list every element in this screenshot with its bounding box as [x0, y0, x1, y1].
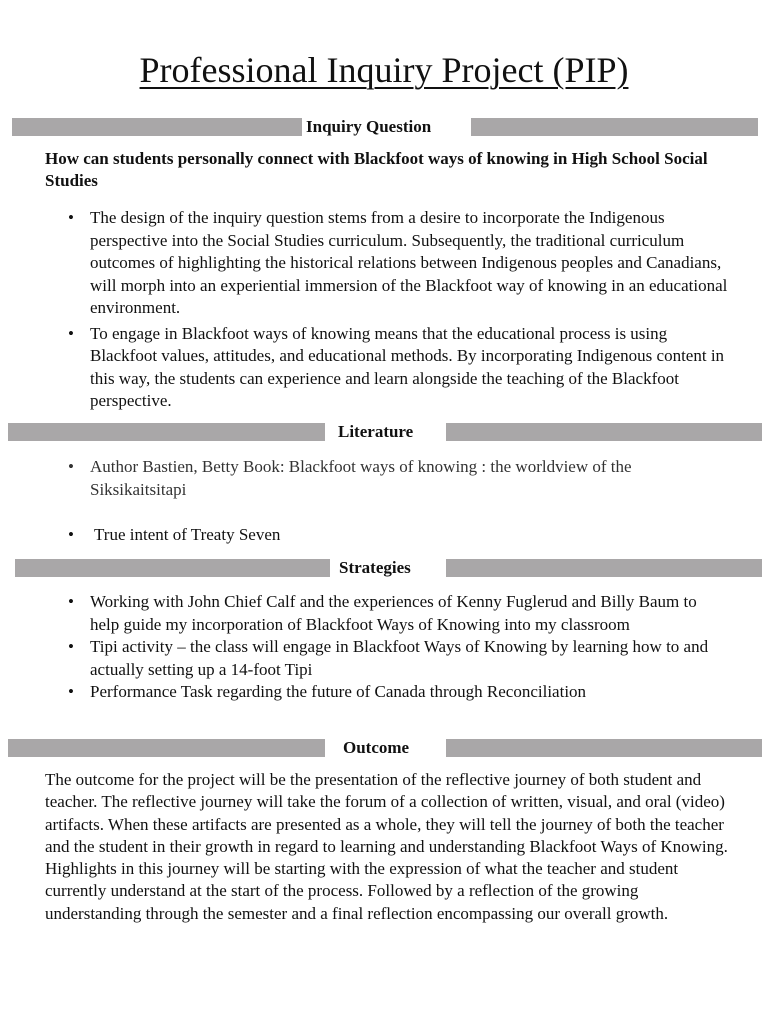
divider-bar-right: [471, 118, 758, 136]
list-item: • Author Bastien, Betty Book: Blackfoot ways of knowing : the worldview of the Siksikaitsitapi: [68, 457, 632, 499]
strategies-list: [68, 591, 730, 704]
section-title: Strategies: [339, 558, 411, 577]
divider-bar-left: [8, 423, 325, 441]
divider-bar-right: [446, 559, 762, 577]
inquiry-bullets: [68, 207, 730, 416]
bullet-icon: •: [68, 682, 74, 701]
outcome-paragraph: The outcome for the project will be the presentation of the reflective journey of both student and teacher. The reflective journey will take the forum of a collection of written, visual, and oral (video) artifacts. When these artifacts are presented as a whole, they will tell the journey of both the teacher and the student in their growth in regard to learning and understanding Blackfoot Ways of Knowing. Highlights in this journey will be starting with the expression of what the teacher and student currently understand at the start of the process. Followed by a reflection of the growing understanding through the semester and a final reflection encompassing our overall growth.: [45, 770, 728, 923]
list-item: • True intent of Treaty Seven: [90, 524, 730, 547]
section-header-literature: [0, 423, 768, 441]
divider-bar-left: [12, 118, 302, 136]
section-header-outcome: [0, 739, 768, 757]
divider-bar-left: [8, 739, 325, 757]
section-header-inquiry: [0, 118, 768, 136]
list-item: • To engage in Blackfoot ways of knowing means that the educational process is using Blackfoot values, attitudes, and educational methods. By incorporating Indigenous content in this way, the students can experience and learn alongside the teaching of the Blackfoot perspective.: [68, 323, 725, 410]
list-item: • Working with John Chief Calf and the experiences of Kenny Fuglerud and Billy Baum to help guide my incorporation of Blackfoot Ways of Knowing into my classroom: [68, 592, 697, 634]
section-title: Inquiry Question: [306, 117, 432, 136]
list-item: • Performance Task regarding the future of Canada through Reconciliation: [90, 681, 730, 704]
page-title: Professional Inquiry Project (PIP): [139, 50, 629, 90]
divider-bar-right: [446, 423, 762, 441]
divider-bar-left: [15, 559, 330, 577]
section-title: Outcome: [343, 738, 410, 757]
bullet-icon: •: [68, 525, 74, 544]
section-header-strategies: [0, 559, 768, 577]
divider-bar-right: [446, 739, 762, 757]
list-item: • Tipi activity – the class will engage in Blackfoot Ways of Knowing by learning how to and actually setting up a 14-foot Tipi: [68, 637, 709, 679]
section-title: Literature: [338, 422, 414, 441]
bullet-icon: •: [68, 592, 74, 611]
inquiry-question: How can students personally connect with Blackfoot ways of knowing in High School Social Studies: [45, 149, 708, 190]
bullet-icon: •: [68, 323, 74, 343]
literature-list: [68, 456, 730, 547]
list-item: • The design of the inquiry question stems from a desire to incorporate the Indigenous perspective into the Social Studies curriculum. Subsequently, the traditional curriculum outcomes of highlighting the historical relations between Indigenous peoples and Canadians, will morph into an experiential immersion of the Blackfoot way of knowing in an educational environment.: [68, 208, 728, 317]
bullet-icon: •: [68, 637, 74, 656]
bullet-icon: •: [68, 208, 74, 227]
bullet-icon: •: [68, 457, 74, 476]
